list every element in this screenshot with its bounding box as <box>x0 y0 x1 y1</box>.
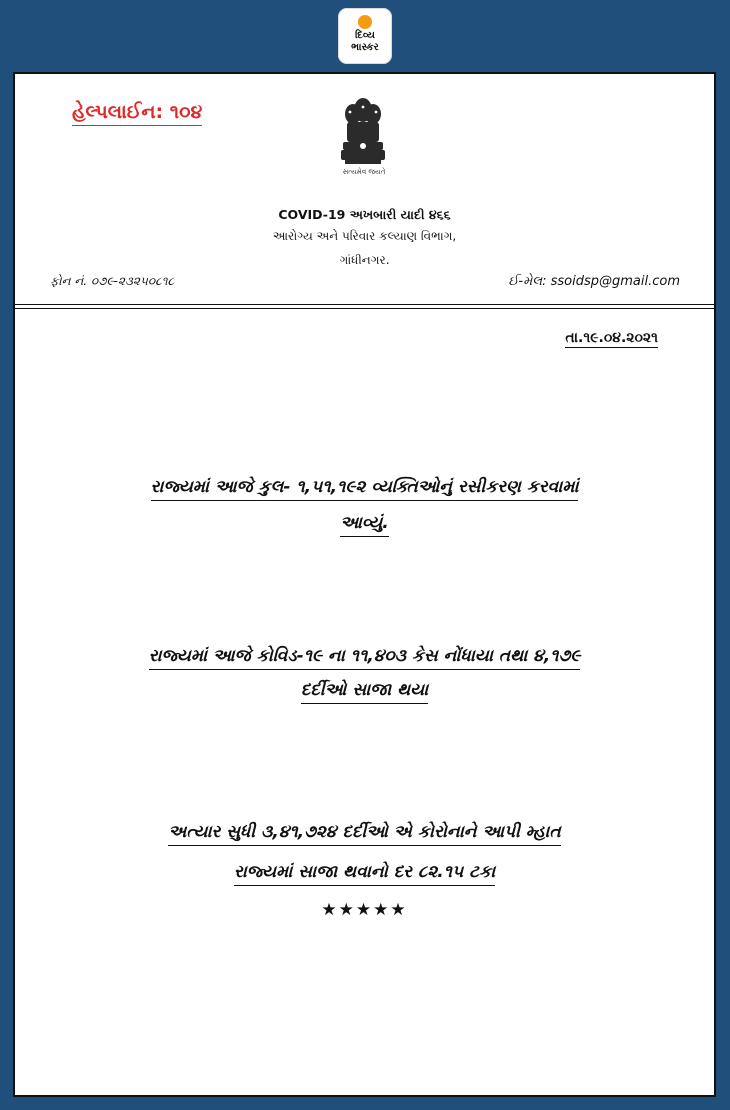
email-address: ઈ-મેલ: ssoidsp@gmail.com <box>508 274 680 289</box>
national-emblem-icon <box>333 96 393 176</box>
logo-line-2: ભાસ્કર <box>351 42 379 53</box>
cases-headline <box>55 639 674 707</box>
vaccination-headline <box>55 469 674 541</box>
release-date: તા.૧૯.૦૪.૨૦૨૧ <box>565 330 658 346</box>
press-release-document <box>13 72 716 1097</box>
department-city: ગાંધીનગર. <box>339 253 390 267</box>
headline-line: દર્દીઓ સાજા થયા <box>301 680 428 704</box>
headline-line: રાજ્યમાં આજે કોવિડ-૧૯ ના ૧૧,૪૦૩ કેસ નોંધાયા તથા ૪,૧૭૯ <box>149 646 581 670</box>
divya-bhaskar-logo <box>338 8 392 64</box>
headline-line: આવ્યું. <box>340 513 389 537</box>
helpline-number: હેલ્પલાઈન: ૧૦૪ <box>72 101 202 126</box>
logo-line-1: દિવ્ય <box>355 30 375 41</box>
headline-line: રાજ્યમાં સાજા થવાનો દર ૮૨.૧૫ ટકા <box>234 862 495 886</box>
sun-icon <box>358 15 372 29</box>
headline-line: રાજ્યમાં આજે કુલ- ૧,૫૧,૧૯૨ વ્યક્તિઓનું રસીકરણ કરવામાં <box>151 477 579 501</box>
headline-line: અત્યાર સુધી ૩,૪૧,૭૨૪ દર્દીઓ એ કોરોનાને આપી મ્હાત <box>168 822 560 846</box>
recovery-headline <box>55 812 674 892</box>
header-divider <box>15 304 714 309</box>
star-divider: ★★★★★ <box>321 900 408 920</box>
department-name: આરોગ્ય અને પરિવાર કલ્યાણ વિભાગ, <box>272 229 457 243</box>
phone-number: ફોન નં. ૦૭૯-૨૩૨૫૦૮૧૮ <box>50 274 175 288</box>
release-title: COVID-19 અખબારી યાદી ૪૬૬ <box>278 207 451 222</box>
emblem-caption: સત્યમેવ જયતે <box>342 168 386 176</box>
